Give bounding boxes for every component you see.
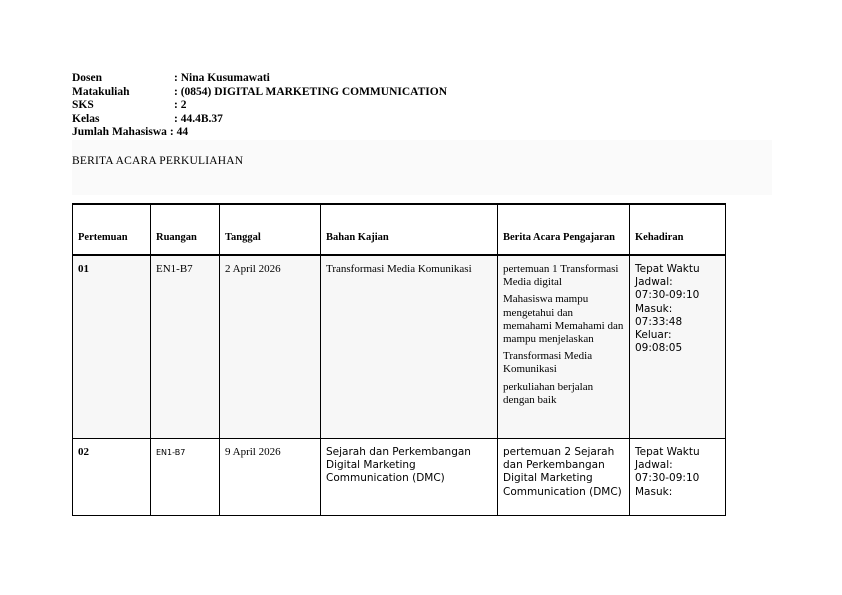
berita-paragraph: pertemuan 1 Transformasi Media digital <box>503 263 619 289</box>
kehadiran-status: Tepat Waktu <box>635 446 700 458</box>
kelas-value: : 44.4B.37 <box>174 112 223 125</box>
kelas-row <box>72 113 447 127</box>
kehadiran-line: 07:33:48 <box>635 315 683 328</box>
kehadiran-status: Tepat Waktu <box>635 263 700 275</box>
dosen-row <box>72 72 447 86</box>
course-info <box>72 72 447 140</box>
col-bahan-kajian: Bahan Kajian <box>321 204 498 255</box>
jumlah-row <box>72 126 447 140</box>
pertemuan-cell: 02 <box>73 439 151 516</box>
berita-paragraph: perkuliahan berjalan dengan baik <box>503 380 594 406</box>
table-row <box>73 439 726 516</box>
col-tanggal: Tanggal <box>220 204 321 255</box>
berita-paragraph: Mahasiswa mampu mengetahui dan memahami Memahami dan mampu menjelaskan <box>503 293 624 346</box>
tanggal-cell: 9 April 2026 <box>220 439 321 516</box>
ruangan-cell: EN1-B7 <box>151 255 220 439</box>
bahan-cell: Sejarah dan Perkembangan Digital Marketing Communication (DMC) <box>321 439 498 516</box>
sks-value: : 2 <box>174 99 187 112</box>
ruangan-cell: EN1-B7 <box>151 439 220 516</box>
sks-label: SKS <box>72 99 94 112</box>
table-row <box>73 255 726 439</box>
berita-cell <box>498 439 630 516</box>
col-berita-acara: Berita Acara Pengajaran <box>498 204 630 255</box>
section-title: BERITA ACARA PERKULIAHAN <box>72 155 244 167</box>
pertemuan-cell: 01 <box>73 255 151 439</box>
kehadiran-line: 07:30-09:10 <box>635 289 700 302</box>
bahan-cell: Transformasi Media Komunikasi <box>321 255 498 439</box>
section-band <box>72 140 772 195</box>
jumlah-label: Jumlah Mahasiswa <box>72 126 167 139</box>
kehadiran-line: 09:08:05 <box>635 342 683 355</box>
jumlah-value: : 44 <box>169 126 189 139</box>
col-kehadiran: Kehadiran <box>630 204 726 255</box>
matakuliah-row <box>72 86 447 100</box>
kehadiran-line: Keluar: <box>635 329 672 342</box>
kehadiran-cell <box>630 439 726 516</box>
berita-acara-table <box>72 203 726 516</box>
dosen-value: : Nina Kusumawati <box>174 72 270 84</box>
kehadiran-line: Jadwal: <box>635 276 673 289</box>
col-ruangan: Ruangan <box>151 204 220 255</box>
table-header-row <box>73 204 726 255</box>
matakuliah-value: : (0854) DIGITAL MARKETING COMMUNICATION <box>174 85 448 98</box>
col-pertemuan: Pertemuan <box>73 204 151 255</box>
berita-paragraph: pertemuan 2 Sejarah dan Perkembangan Digital Marketing Communication (DMC) <box>503 446 622 498</box>
tanggal-cell: 2 April 2026 <box>220 255 321 439</box>
berita-cell <box>498 255 630 439</box>
kehadiran-line: Jadwal: <box>635 459 673 472</box>
kehadiran-cell <box>630 255 726 439</box>
matakuliah-label: Matakuliah <box>72 85 130 98</box>
sks-row <box>72 99 447 113</box>
kehadiran-line: Masuk: <box>635 485 673 498</box>
dosen-label: Dosen <box>72 72 103 84</box>
kelas-label: Kelas <box>72 112 100 125</box>
kehadiran-line: Masuk: <box>635 302 673 315</box>
kehadiran-line: 07:30-09:10 <box>635 472 700 485</box>
berita-paragraph: Transformasi Media Komunikasi <box>503 350 593 376</box>
